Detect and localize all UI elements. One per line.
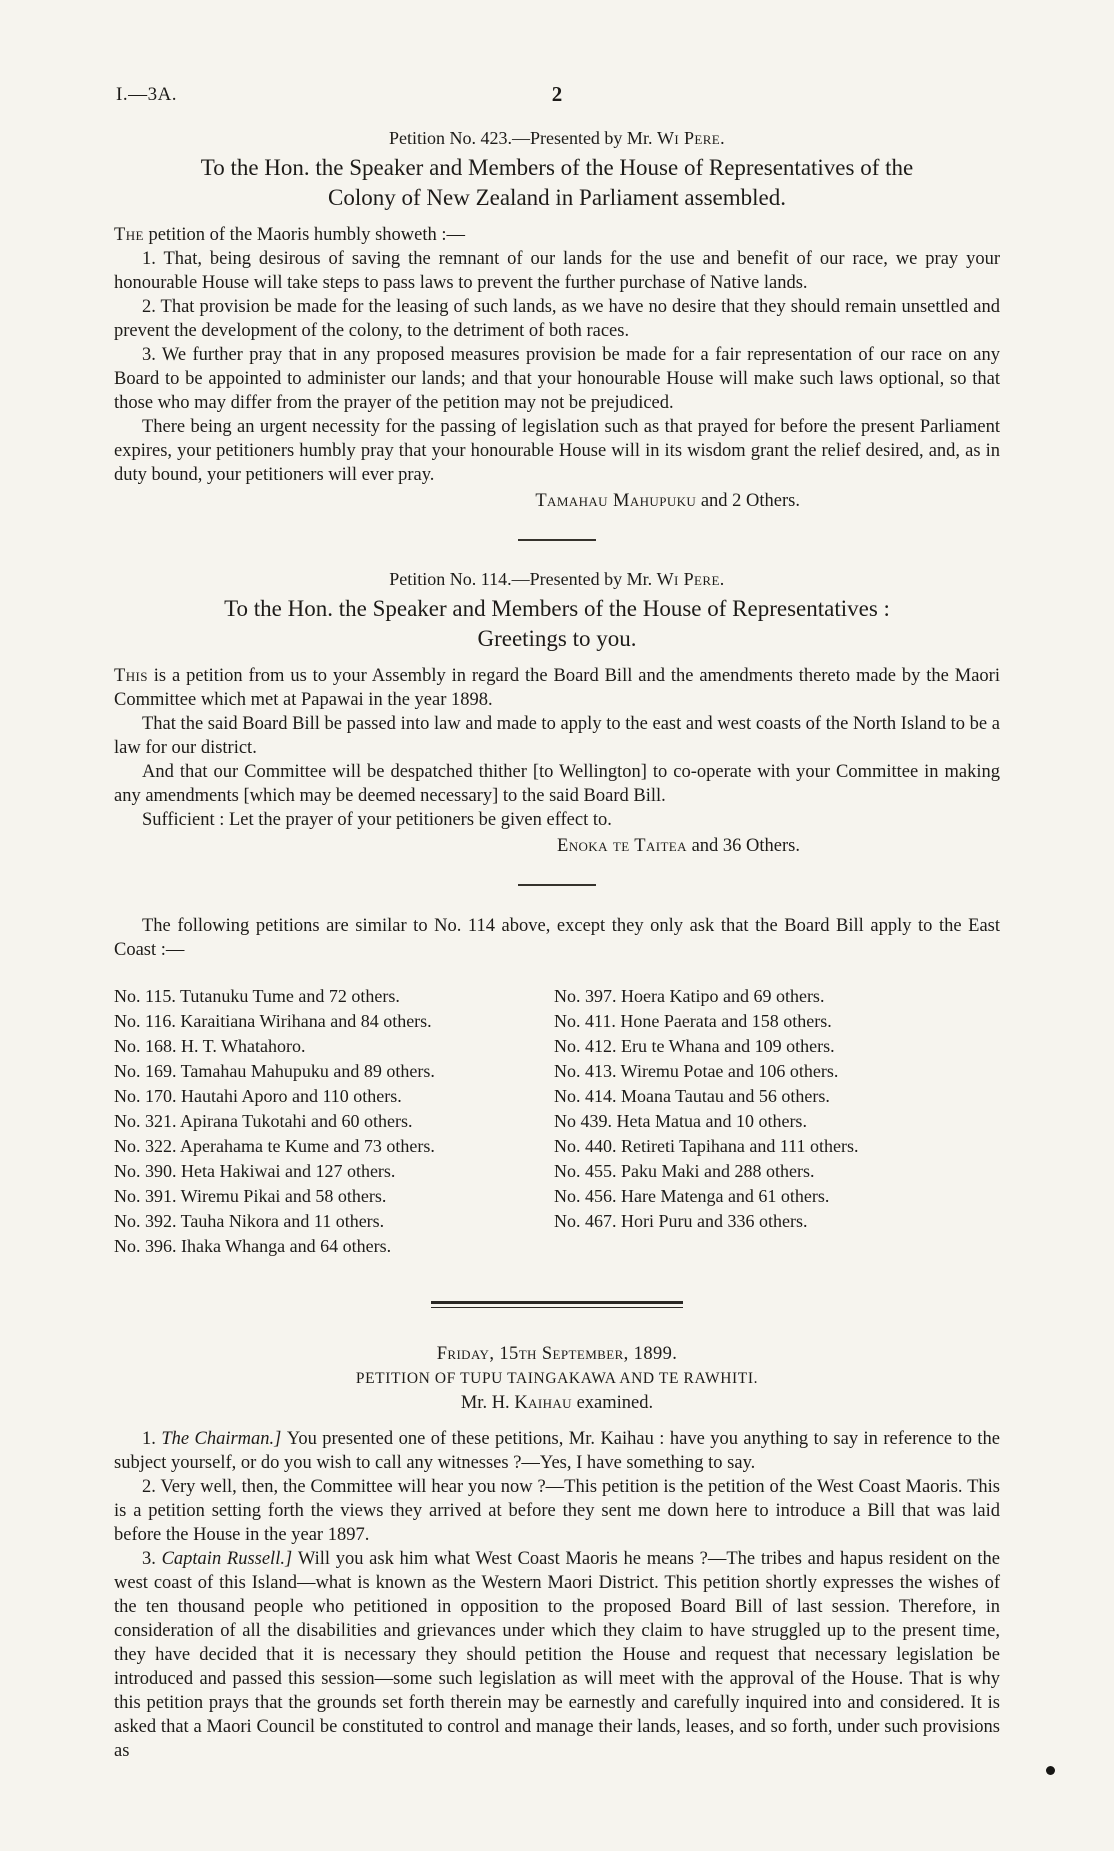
petition-423-signature	[114, 489, 1000, 513]
petitions-column-right	[554, 984, 1000, 1259]
qa-text: Will you ask him what West Coast Maoris he means ?—The tribes and hapus resident on the west coast of this Island—what is known as the Western Maori District. This petition shortly expresses the wishes of the ten thousand people who petitioned in opposition to the proposed Board Bill of last session. Therefore, in consideration of all the disabilities and grievances under which they claim to have struggled up to the present time, they have decided that it is necessary they should petition the House and request that necessary legislation be introduced and passed this session—some such legislation as will meet with the approval of the House. That is why this petition prays that the grounds set forth therein may be earnestly and carefully inquired into and considered. It is asked that a Maori Council be constituted to control and manage their lands, leases, and so forth, under such provisions as	[114, 1549, 1000, 1761]
petition-423-address	[114, 153, 1000, 213]
hearing-examined-line	[114, 1391, 1000, 1415]
petition-list-item: No. 413. Wiremu Potae and 106 others.	[554, 1061, 839, 1081]
hearing-title: PETITION OF TUPU TAINGAKAWA AND TE RAWHITI.	[355, 1370, 759, 1387]
petition-list-item: No. 455. Paku Maki and 288 others.	[554, 1161, 815, 1181]
petition-423-paragraph-2: 2. That provision be made for the leasing of such lands, as we have no desire that they should remain unsettled and prevent the development of the colony, to the detriment of both races.	[114, 297, 1000, 341]
petition-114-heading-name: Wi Pere.	[656, 569, 725, 589]
section-divider-rule	[518, 539, 596, 541]
section-divider-double-rule	[431, 1301, 683, 1308]
petition-list-item: No. 322. Aperahama te Kume and 73 others.	[114, 1136, 435, 1156]
petition-list-item: No. 168. H. T. Whatahoro.	[114, 1036, 306, 1056]
petition-list-item: No. 392. Tauha Nikora and 11 others.	[114, 1211, 385, 1231]
petition-list-item: No 439. Heta Matua and 10 others.	[554, 1111, 807, 1131]
petition-list-item: No. 391. Wiremu Pikai and 58 others.	[114, 1186, 387, 1206]
qa-paragraph-1	[114, 1427, 1000, 1475]
petition-list-item: No. 456. Hare Matenga and 61 others.	[554, 1186, 830, 1206]
similar-petitions-section	[114, 914, 1000, 1259]
qa-number: 3.	[142, 1549, 162, 1569]
petition-114-heading-prefix: Petition No. 114.—Presented by Mr.	[389, 569, 657, 589]
examined-suffix: examined.	[571, 1393, 654, 1413]
similar-petitions-list	[114, 984, 1000, 1259]
petition-list-item: No. 390. Heta Hakiwai and 127 others.	[114, 1161, 396, 1181]
petition-list-item: No. 396. Ihaka Whanga and 64 others.	[114, 1236, 392, 1256]
petition-114-paragraph-2: And that our Committee will be despatched thither [to Wellington] to co-operate with your Committee in making any amendments [which may be deemed necessary] to the said Board Bill.	[114, 762, 1000, 806]
qa-text: You presented one of these petitions, Mr. Kaihau : have you anything to say in reference to the subject yourself, or do you wish to call any witnesses ?—Yes, I have something to say.	[114, 1429, 1001, 1473]
similar-petitions-intro: The following petitions are similar to No. 114 above, except they only ask that the Board Bill apply to the East Coast :—	[114, 916, 1000, 960]
petition-list-item: No. 411. Hone Paerata and 158 others.	[554, 1011, 832, 1031]
petition-list-item: No. 397. Hoera Katipo and 69 others.	[554, 986, 825, 1006]
petition-114-opening-lead: This	[114, 666, 148, 686]
petition-423-section	[114, 128, 1000, 513]
petition-423-heading-prefix: Petition No. 423.—Presented by Mr.	[388, 128, 657, 148]
qa-number: 2.	[142, 1477, 161, 1497]
petition-114-signature	[114, 834, 1000, 858]
petitions-column-left	[114, 984, 554, 1259]
petition-423-heading	[114, 128, 1000, 149]
petition-423-signatory-name: Tamahau Mahupuku	[535, 491, 697, 511]
petition-114-address-line-1: To the Hon. the Speaker and Members of the House of Representatives :	[224, 596, 890, 621]
petition-list-item: No. 169. Tamahau Mahupuku and 89 others.	[114, 1061, 435, 1081]
petition-list-item: No. 467. Hori Puru and 336 others.	[554, 1211, 808, 1231]
petition-423-paragraph-1: 1. That, being desirous of saving the remnant of our lands for the use and benefit of our race, we pray your honourable House will take steps to pass laws to prevent the further purchase of Native lands.	[114, 249, 1000, 293]
qa-text: Very well, then, the Committee will hear you now ?—This petition is the petition of the West Coast Maoris. This is a petition setting forth the views they arrived at before they sent me down here to introduce a Bill that was laid before the House in the year 1897.	[114, 1477, 1000, 1545]
qa-paragraph-3	[114, 1547, 1000, 1763]
petition-423-paragraph-4: There being an urgent necessity for the passing of legislation such as that prayed for before the present Parliament expires, your petitioners humbly pray that your honourable House will in its wisdom grant the relief desired, and, as in duty bound, your petitioners will ever pray.	[114, 417, 1000, 485]
qa-speaker: The Chairman.]	[161, 1429, 287, 1449]
section-divider-rule	[518, 884, 596, 886]
petition-list-item: No. 321. Apirana Tukotahi and 60 others.	[114, 1111, 413, 1131]
examined-name: Kaihau	[514, 1393, 572, 1413]
petition-list-item: No. 412. Eru te Whana and 109 others.	[554, 1036, 835, 1056]
qa-number: 1.	[142, 1429, 162, 1449]
petition-list-item: No. 115. Tutanuku Tume and 72 others.	[114, 986, 400, 1006]
petition-114-opening-rest: is a petition from us to your Assembly in regard the Board Bill and the amendments thereto made by the Maori Committee which met at Papawai in the year 1898.	[114, 666, 1000, 710]
petition-114-address-line-2: Greetings to you.	[477, 626, 637, 651]
hearing-section	[114, 1342, 1000, 1763]
petition-114-opening	[114, 664, 1000, 712]
petition-423-opening-rest: petition of the Maoris humbly showeth :—	[143, 225, 465, 245]
examined-prefix: Mr. H.	[460, 1393, 515, 1413]
petition-114-signature-suffix: and 36 Others.	[686, 836, 800, 856]
petition-423-address-line-1: To the Hon. the Speaker and Members of the House of Representatives of the	[200, 155, 914, 180]
qa-speaker: Captain Russell.]	[161, 1549, 298, 1569]
petition-114-paragraph-3: Sufficient : Let the prayer of your petitioners be given effect to.	[142, 810, 612, 830]
petition-423-paragraph-3: 3. We further pray that in any proposed measures provision be made for a fair representation of our race on any Board to be appointed to administer our lands; and that your honourable House will make such laws optional, so that those who may differ from the prayer of the petition may not be prejudiced.	[114, 345, 1000, 413]
petition-114-signatory-name: Enoka te Taitea	[557, 836, 687, 856]
petition-423-opening	[114, 223, 1000, 247]
page-number: 2	[551, 82, 563, 106]
petition-114-address	[114, 594, 1000, 654]
petition-423-address-line-2: Colony of New Zealand in Parliament assembled.	[328, 185, 786, 210]
qa-paragraph-2	[114, 1475, 1000, 1547]
petition-list-item: No. 170. Hautahi Aporo and 110 others.	[114, 1086, 402, 1106]
petition-114-heading	[114, 569, 1000, 590]
hearing-date-line: Friday, 15th September, 1899.	[436, 1344, 678, 1364]
petition-423-opening-lead: The	[114, 225, 144, 245]
ink-dot	[1046, 1766, 1055, 1775]
petition-list-item: No. 440. Retireti Tapihana and 111 others.	[554, 1136, 859, 1156]
petition-423-heading-name: Wi Pere.	[656, 128, 726, 148]
petition-423-signature-suffix: and 2 Others.	[696, 491, 800, 511]
petition-114-section	[114, 569, 1000, 858]
petition-list-item: No. 414. Moana Tautau and 56 others.	[554, 1086, 830, 1106]
document-reference: I.—3A.	[116, 84, 178, 105]
petition-list-item: No. 116. Karaitiana Wirihana and 84 others.	[114, 1011, 432, 1031]
petition-114-paragraph-1: That the said Board Bill be passed into law and made to apply to the east and west coasts of the North Island to be a law for our district.	[114, 714, 1000, 758]
page-header	[114, 80, 1000, 112]
